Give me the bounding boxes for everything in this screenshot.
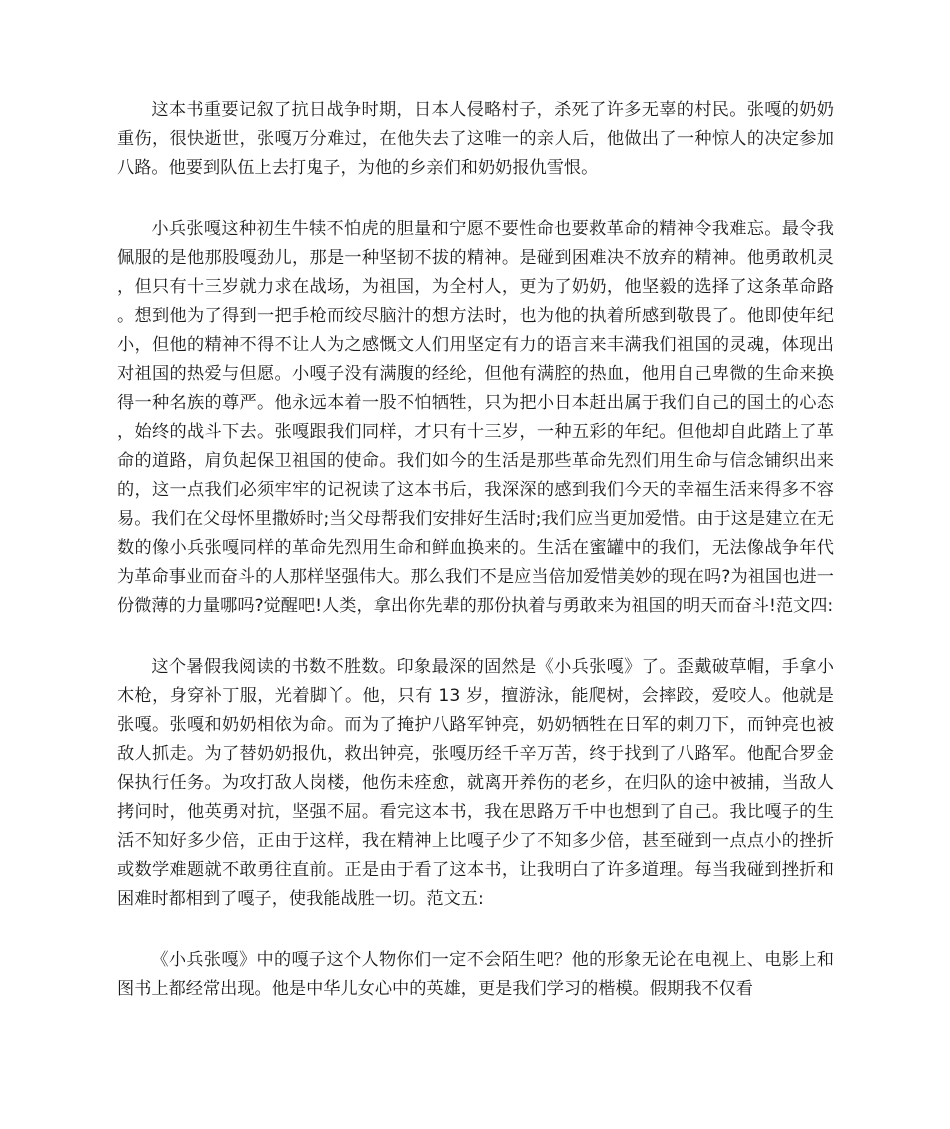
- document-page: [117, 96, 834, 1004]
- paragraph-3: 这个暑假我阅读的书数不胜数。印象最深的固然是《小兵张嘎》了。歪戴破草帽，手拿小木枪，身穿补丁服，光着脚丫。他，只有 13 岁，擅游泳，能爬树，会摔跤，爱咬人。他就是张嘎。张嘎和奶奶相依为命。而为了掩护八路军钟亮，奶奶牺牲在日军的刺刀下，而钟亮也被敌人抓走。为了替奶奶报仇，救出钟亮，张嘎历经千辛万苦，终于找到了八路军。他配合罗金保执行任务。为攻打敌人岗楼，他伤未痊愈，就离开养伤的老乡，在归队的途中被捕，当敌人拷问时，他英勇对抗，坚强不屈。看完这本书，我在思路万千中也想到了自己。我比嘎子的生活不知好多少倍，正由于这样，我在精神上比嘎子少了不知多少倍，甚至碰到一点点小的挫折或数学难题就不敢勇往直前。正是由于看了这本书，让我明白了许多道理。每当我碰到挫折和困难时都相到了嘎子，使我能战胜一切。范文五:: [117, 657, 834, 909]
- paragraph-4: 《小兵张嘎》中的嘎子这个人物你们一定不会陌生吧？他的形象无论在电视上、电影上和图书上都经常出现。他是中华儿女心中的英雄，更是我们学习的楷模。假期我不仅看: [117, 950, 834, 999]
- paragraph-1: 这本书重要记叙了抗日战争时期，日本人侵略村子，杀死了许多无辜的村民。张嘎的奶奶重伤，很快逝世，张嘎万分难过，在他失去了这唯一的亲人后，他做出了一种惊人的决定参加八路。他要到队伍上去打鬼子，为他的乡亲们和奶奶报仇雪恨。: [117, 100, 834, 178]
- paragraph-2: 小兵张嘎这种初生牛犊不怕虎的胆量和宁愿不要性命也要救革命的精神令我难忘。最令我佩服的是他那股嘎劲儿，那是一种坚韧不拔的精神。是碰到困难决不放弃的精神。他勇敢机灵，但只有十三岁就力求在战场，为祖国，为全村人，更为了奶奶，他坚毅的选择了这条革命路。想到他为了得到一把手枪而绞尽脑汁的想方法时，也为他的执着所感到敬畏了。他即使年纪小，但他的精神不得不让人为之感慨文人们用坚定有力的语言来丰满我们祖国的灵魂，体现出对祖国的热爱与但愿。小嘎子没有满腹的经纶，但他有满腔的热血，他用自己卑微的生命来换得一种名族的尊严。他永远本着一股不怕牺牲，只为把小日本赶出属于我们自己的国土的心态，始终的战斗下去。张嘎跟我们同样，才只有十三岁，一种五彩的年纪。但他却自此踏上了革命的道路，肩负起保卫祖国的使命。我们如今的生活是那些革命先烈们用生命与信念铺织出来的，这一点我们必须牢牢的记祝读了这本书后，我深深的感到我们今天的幸福生活来得多不容易。我们在父母怀里撒娇时;当父母帮我们安排好生活时;我们应当更加爱惜。由于这是建立在无数的像小兵张嘎同样的革命先烈用生命和鲜血换来的。生活在蜜罐中的我们，无法像战争年代为革命事业而奋斗的人那样坚强伟大。那么我们不是应当倍加爱惜美妙的现在吗?为祖国也进一份微薄的力量哪吗?觉醒吧!人类，拿出你先辈的那份执着与勇敢来为祖国的明天而奋斗!范文四:: [117, 219, 834, 616]
